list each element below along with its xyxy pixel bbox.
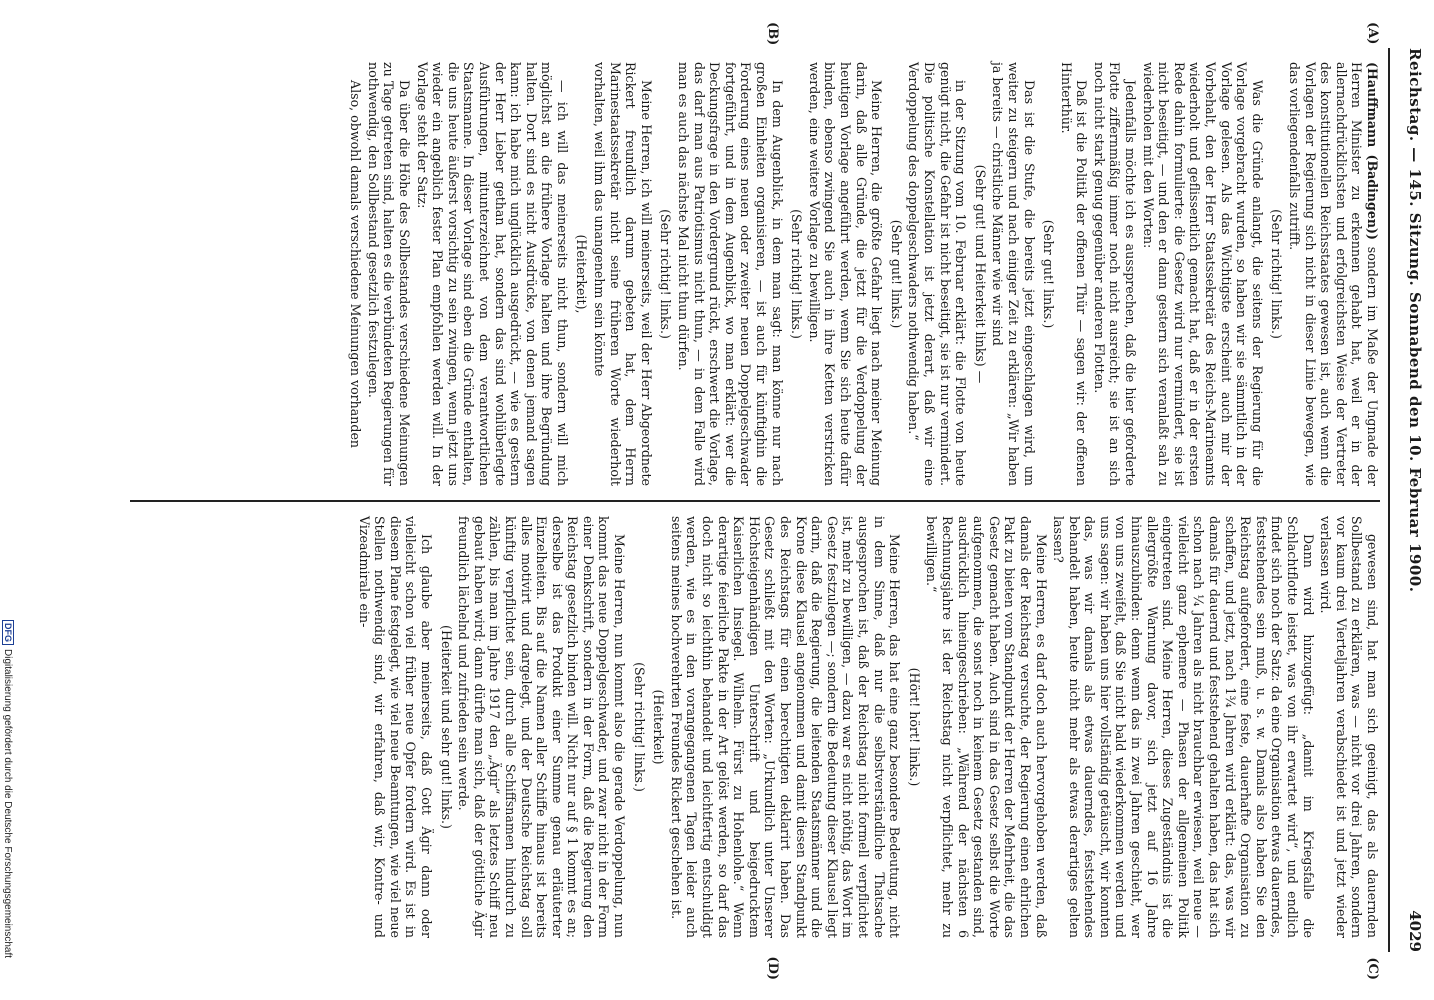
interjection: (Heiterkeit) — [651, 689, 667, 765]
rotated-page — [14, 0, 1434, 1000]
paragraph: — ich will das meinerseits nicht thun, sondern will mich möglichst an die frühere Vorlage halten und ihre Begründung halten. Dort sind es nicht Ausdrücke, von denen jemand sagen kann: ich habe mich unglücklich ausgedrückt, — wie es gestern der Herr Lieber gethan hat, sondern das sind wohlüberlegte Ausführungen, mitunterzeichnet von dem verantwortlichen Staatsmanne. In dieser Vorlage sind eben die Gründe enthalten, die uns heute äußerst vorsichtig zu sein zwingen, wenn jetzt uns wieder ein angeblich fester Plan empfohlen werden will. In der Vorlage steht der Satz: — [414, 62, 570, 486]
speaker-name: (Hauffmann (Badingen)) — [1365, 62, 1380, 240]
margin-mark-c: (C) — [1365, 957, 1380, 980]
interjection: (Sehr gut! und Heiterkeit links) — — [972, 164, 988, 384]
interjection: (Hört! hört! links.) — [906, 667, 922, 787]
interjection: (Heiterkeit), — [574, 234, 590, 314]
paragraph: Meine Herren, die größte Gefahr liegt nach meiner Meinung darin, daß alle Gründe, die jetzt für die Verdoppelung der heutigen Vorlage angeführt werden, wenn Sie sich heute dafür binden, ebenso zwingend Sie auch in ihre Ketten verstricken werden, eine weitere Vorlage zu bewilligen. — [806, 62, 885, 486]
page-header — [1388, 48, 1424, 952]
paragraph: in der Sitzung vom 10. Februar erklärt: die Flotte von heute genügt nicht, die Gefahr ist nicht beseitigt, sie ist nur vermindert. Die politische Konstellation ist jetzt derart, daß wir eine Verdoppelung des doppelgeschwaders nothwendig haben.“ — [906, 62, 969, 486]
sidebar — [0, 620, 14, 995]
paragraph: Meine Herren, es darf doch auch hervorgehoben werden, daß damals der Reichstag versuchte, der Regierung einen ehrlichen Pakt zu bieten vom Standpunkt der Herren der Mehrheit, die das Gesetz gemacht haben. Auch sind in das Gesetz selbst die Worte aufgenommen, die sonst noch in keinem Gesetz gestanden sind, ausdrücklich hineingeschrieben: „Während der nächsten 6 Rechnungsjahre ist der Reichstag nicht verpflichtet, mehr zu bewilligen.“ — [924, 516, 1049, 938]
paragraph: Meine Herren, ich will meinerseits, weil der Herr Abgeordnete Rickert freundlich darum gebeten hat, dem Herrn Marinestaatssekretär nicht seine früheren Worte wiederholt vorhalten, weil ihm das unangenehm sein könnte — [592, 62, 654, 486]
left-column — [130, 48, 1380, 500]
margin-mark-a: (A) — [1365, 22, 1380, 45]
page-number: 4029 — [1406, 910, 1424, 952]
interjection: (Sehr gut! links.) — [1041, 219, 1057, 329]
paragraph: Dann wird hinzugefügt: „damit im Kriegsfalle die Schlachtflotte leistet, was von ihr erwartet wird“, und endlich findet sich noch der Satz: da eine Organisation etwas dauerndes, feststehendes sein muß, u. s. w. Damals also haben Sie den Reichstag aufgefordert, eine feste, dauerhafte Organisation zu schaffen, und jetzt, nach 1¾ Jahren wird erklärt: das, was wir damals für dauernd und feststehend gehalten haben, das hat sich schon nach ¼ Jahren als nicht brauchbar erwiesen, weil neue — vielleicht ganz ephemere — Phasen der allgemeinen Politik eingetreten sind. Meine Herren, dieses Zugeständnis ist die allergrößte Warnung davor, sich jetzt auf 16 Jahre hinauszubinden: denn wenn das in zwei Jahren geschieht, wer von uns zweifelt, daß Sie nicht bald wiederkommen werden und uns sagen: wir haben uns hier vollständig getäuscht, wir konnten das, was wir damals als etwas dauerndes, feststehendes behandelt haben, heute nicht mehr als etwas derartiges gelten lassen? — [1051, 516, 1316, 938]
paragraph: Da über die Höhe des Sollbestandes verschiedene Meinungen zu Tage getreten sind, halten es die verbündeten Regierungen für nothwendig, den Sollbestand gesetzlich festzulegen. — [365, 62, 412, 486]
paragraph-text: sondern im Maße der Ungnade der Herren Minister zu erkennen gehabt hat, weil er in der allernachdrücklichsten und erfolgreichsten Weise der Vertreter des konstitutionellen Reichsstaates gewesen ist, auch wenn die Vorlagen der Regierung sich nicht in dieser Linie bewegen, wie das vorliegendenfalls zutrifft. — [1287, 62, 1380, 486]
interjection: (Sehr richtig! links.) — [658, 209, 674, 339]
text-columns — [130, 22, 1380, 980]
paragraph: Also, obwohl damals verschiedene Meinungen vorhanden — [348, 80, 364, 449]
right-column — [130, 500, 1380, 952]
paragraph — [1286, 62, 1380, 486]
paragraph: In dem Augenblick, in dem man sagt: man könne nur nach großen Einheiten organisieren, — ist auch für künftighin die Forderung eines neuen oder zweiter neuen Doppelgeschwader fortgeführt, und in dem Augenblick, wo man erklärt: wer die Deckungsfrage in den Vordergrund rückt, erschwert die Vorlage, das darf man aus Patriotismus nicht thun, — in dem Falle wird man es auch das nächste Mal nicht thun dürfen. — [676, 62, 785, 486]
sidebar-credit — [2, 620, 14, 958]
interjection: (Sehr richtig! links.) — [631, 662, 647, 792]
interjection: (Sehr richtig! links.) — [789, 209, 805, 339]
paragraph: Jedenfalls möchte ich es aussprechen, daß die hier geforderte Flotte ziffernmäßig immer noch nicht ausreicht; sie ist an sich noch nicht stark genug gegenüber anderen Flotten. — [1091, 62, 1139, 486]
sidebar-credit-text: Digitalisierung gefördert durch die Deutsche Forschungsgemeinschaft — [2, 649, 13, 959]
interjection: (Sehr richtig! links.) — [1269, 209, 1285, 339]
header-title: Reichstag. — 145. Sitzung. Sonnabend den 10. Februar 1900. — [1406, 48, 1424, 593]
paragraph: Meine Herren, nun kommt also die gerade Verdoppelung, nun kommt das neue Doppelgeschwader, und zwar nicht in der Form einer Denkschrift, sondern in der Form, daß die Regierung den Reichstag gesetzlich binden will. Nicht nur auf § 1 kommt es an; derselbe ist das Produkt einer Summe genau erläuterter Einzelheiten. Bis auf die Namen aller Schiffe hinaus ist bereits alles motivirt und dargelegt, und der Deutsche Reichstag soll künftig verpflichtet sein, durch alle Schiffsnamen hindurch zu zählen, bis man im Jahre 1917 den „Ägir“ als letztes Schiff neu gebaut haben wird; dann dürfte man sich, daß der göttliche Ägir freundlich lächelnd und zufrieden sein werde. — [456, 516, 628, 938]
interjection: (Heiterkeit und sehr gut! links.) — [438, 625, 454, 829]
paragraph: Was die Gründe anlangt, die seitens der Regierung für die Vorlage vorgebracht wurden, so haben wir sie sämmtlich in der Vorlage gelesen. Als das Wichtigste erscheint auch mir der Vorbehalt, den der Herr Staatssekretär des Reichs-Marineamts wiederholt und geflissentlich gemacht hat, daß er in der ersten Rede dahin formulierte: die Gesetz wird nur vermindert, sie ist nicht beseitigt, — und den er dann gestern sich veranlaßt sah zu wiederholen mit den Worten: — [1140, 62, 1265, 486]
margin-mark-b: (B) — [765, 22, 780, 46]
margin-mark-d: (D) — [765, 956, 780, 980]
paragraph: Meine Herren, das hat eine ganz besondere Bedeutung, nicht in dem Sinne, daß nur die selbstverständliche Thatsache ausgesprochen ist, daß der Reichstag nicht formell verpflichtet ist, mehr zu bewilligen, — dazu war es nicht nöthig, das Wort im Gesetz festzulegen —; sondern die Bedeutung dieser Klausel liegt darin, daß die Regierung, die leitenden Staatsmänner und die Krone diese Klausel angenommen und damit diesen Standpunkt des Reichstags für einen berechtigten deklarirt haben. Das Gesetz schließt mit den Worten: „Urkundlich unter Unserer Höchsteigenhändigen Unterschrift und beigedrucktem Kaiserlichen Insiegel. Wilhelm. Fürst zu Hohenlohe.“ Wenn derartige feierliche Pakte in der Art gelöst werden, so darf das doch nicht so leichthin behandelt und leichtfertig entschuldigt werden, wie es in den vorangegangenen Tagen leider auch seitens meines hochverehrten Freundes Rickert geschehen ist. — [668, 516, 903, 938]
paragraph: gewesen sind, hat man sich geeinigt, das als dauernden Sollbestand zu erklären, was — nicht vor drei Jahren, sondern vor kaum drei Vierteljahren verabschiedet ist und jetzt wieder verlassen wird. — [1318, 516, 1380, 938]
paragraph: Das ist die Stufe, die bereits jetzt eingeschlagen wird, um weiter zu steigern und nach einiger Zeit zu erklären: „Wir haben ja bereits — christliche Männer wie wir sind — [990, 62, 1037, 486]
paragraph: Daß ist die Politik der offenen Thür — sagen wir: der offenen Hinterthür. — [1058, 62, 1090, 486]
paragraph: Ich glaube aber meinerseits, daß Gott Ägir dann oder vielleicht schon viel früher neue Opfer fordern wird. Es ist in diesem Plane festgelegt, wie viel neue Beamtungen, wie viel neue Stellen nothwendig sind, wir erfahren, daß wir, Kontre- und Vizeadmirale ein- — [356, 516, 434, 938]
interjection: (Sehr gut! links.) — [888, 219, 904, 329]
dfg-logo-icon: DFG — [2, 620, 14, 645]
